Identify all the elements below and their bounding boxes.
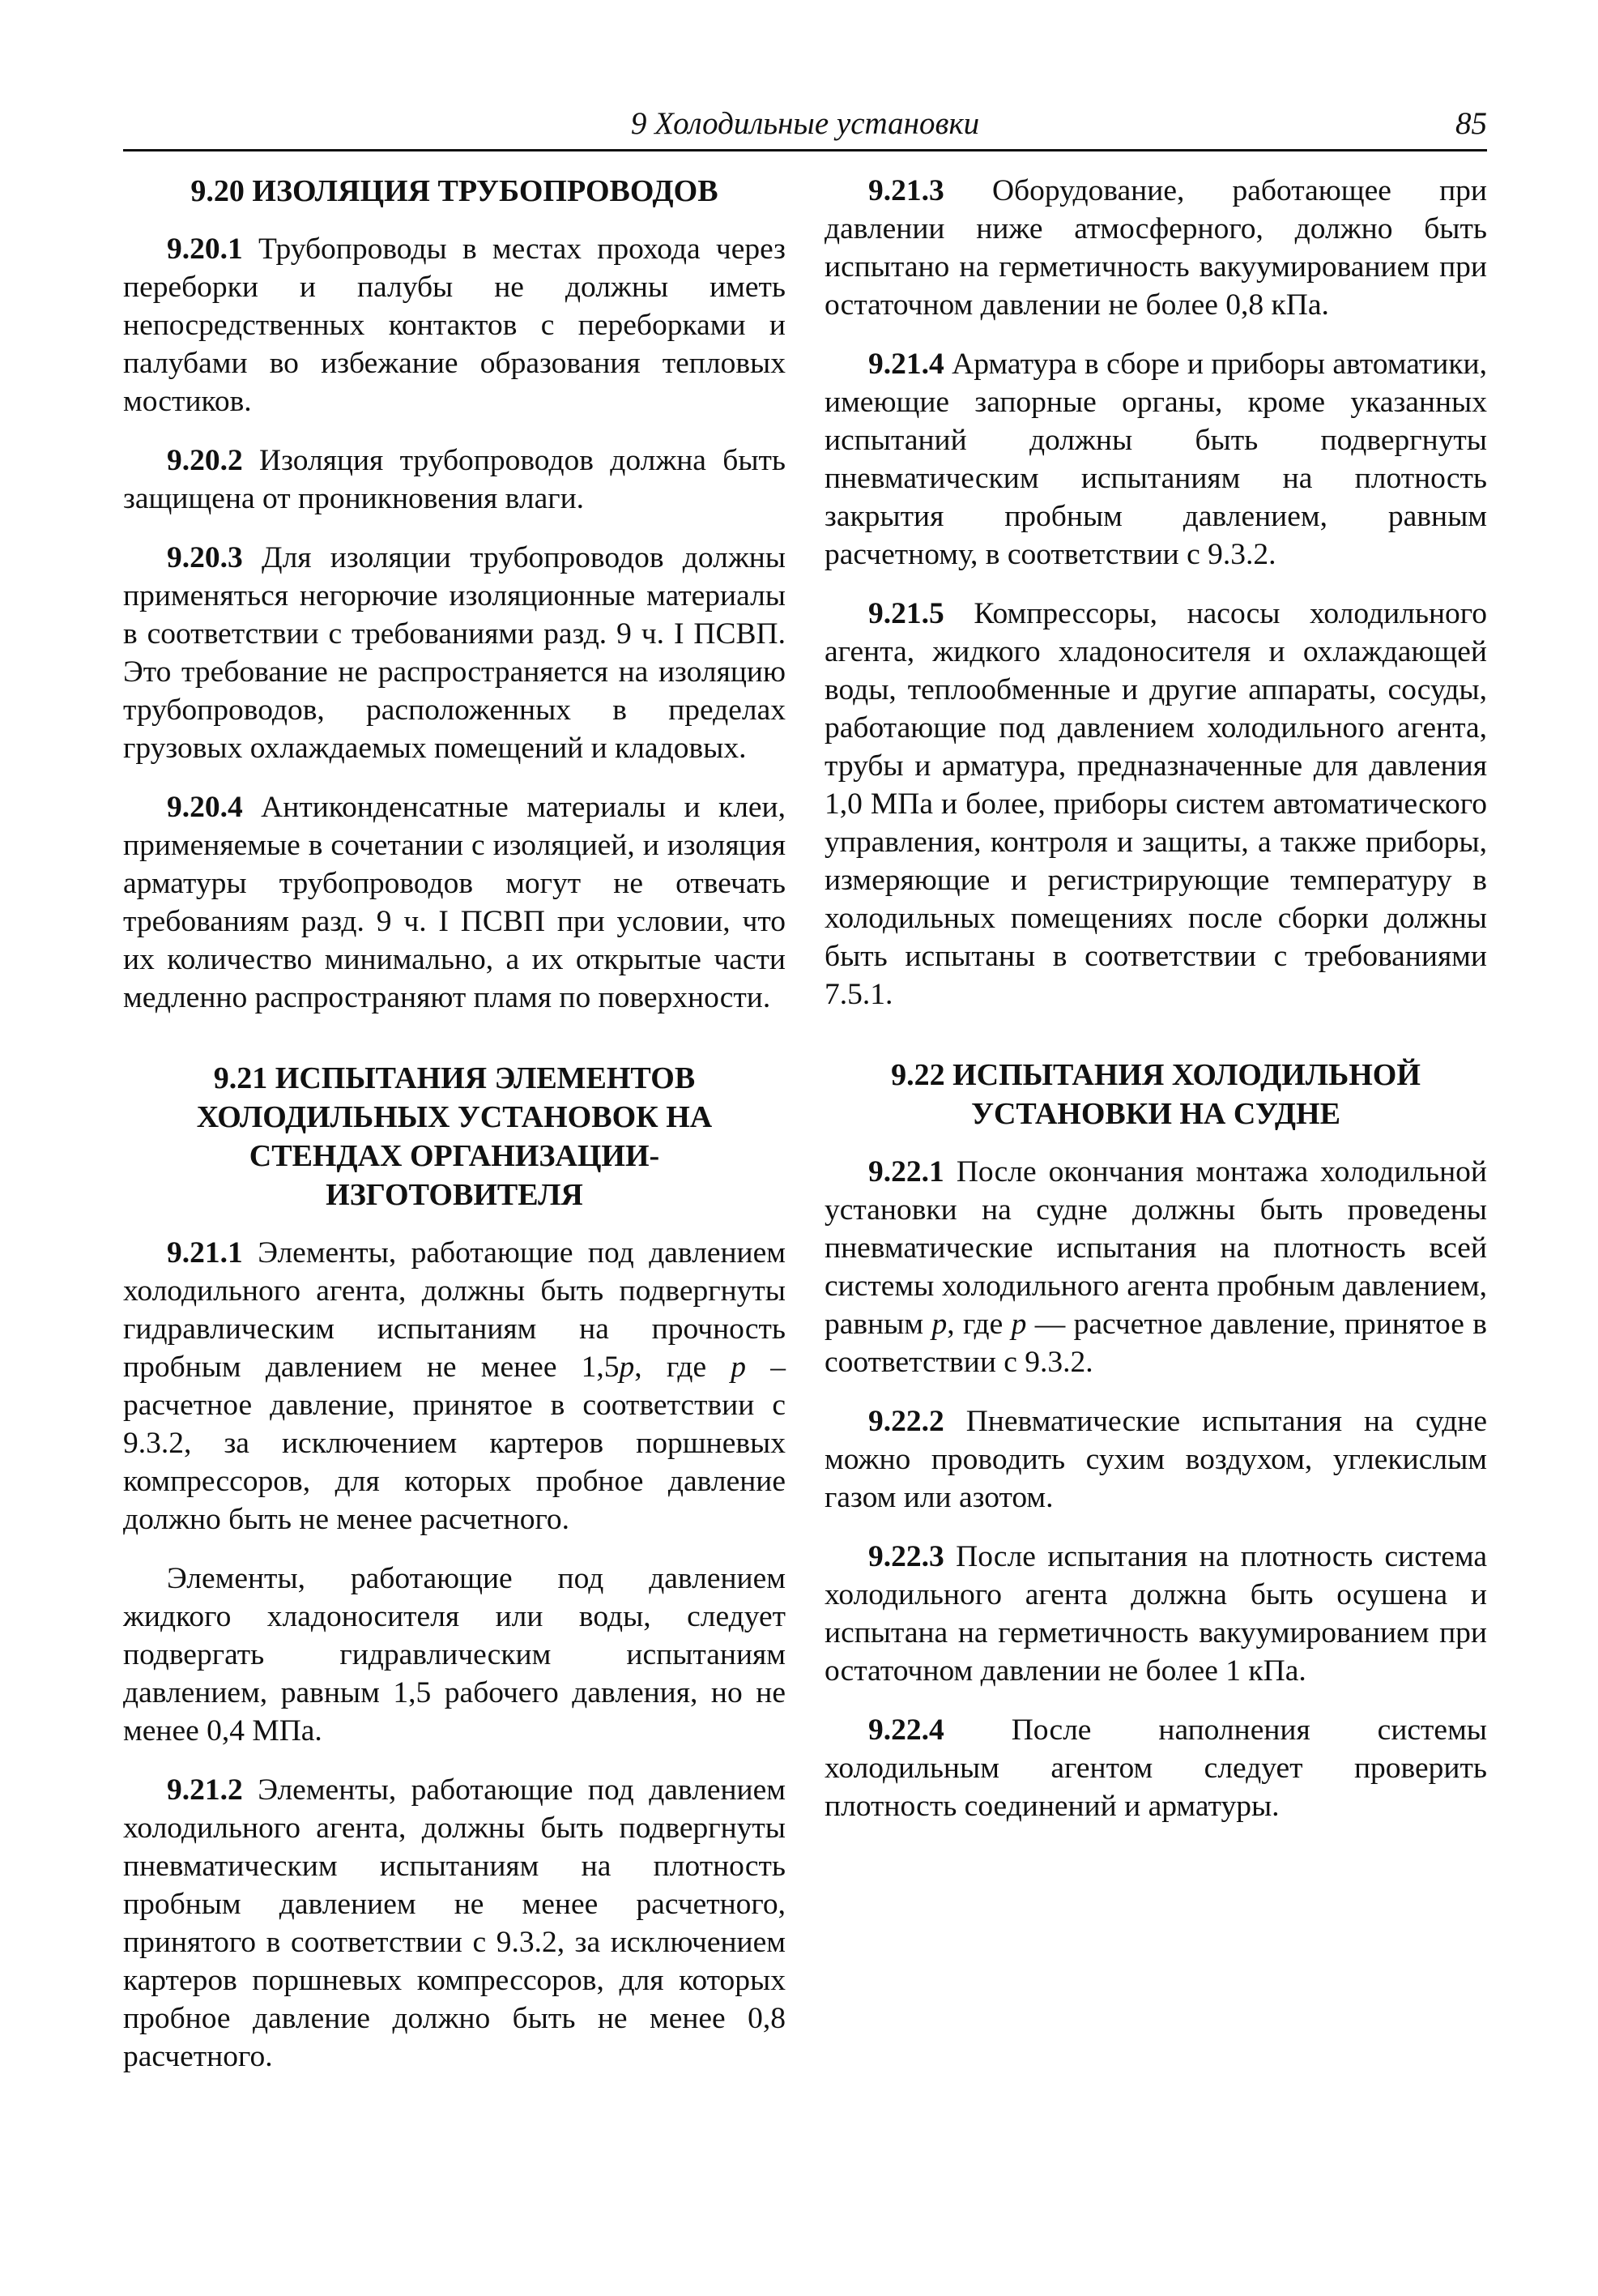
paragraph-9-20-3: [123, 539, 786, 767]
variable-p: p: [731, 1351, 747, 1384]
clause-number: 9.21.4: [868, 348, 944, 381]
section-heading-9-21: 9.21 ИСПЫТАНИЯ ЭЛЕМЕНТОВ ХОЛОДИЛЬНЫХ УСТАНОВОК НА СТЕНДАХ ОРГАНИЗАЦИИ-ИЗГОТОВИТЕЛЯ: [196, 1061, 713, 1212]
clause-text: Элементы, работающие под давлением холодильного агента, должны быть подвергнуты пневматическим испытаниям на плотность пробным давлением не менее расчетного, принятого в соответствии с 9.3.2, за исключением картеров поршневых компрессоров, для которых пробное давление должно быть не менее 0,8 расчетного.: [123, 1773, 786, 2073]
clause-text: Пневматические испытания на судне можно проводить сухим воздухом, углекислым газом или азотом.: [825, 1405, 1487, 1514]
paragraph-9-21-5: [825, 595, 1487, 1014]
paragraph-9-21-4: [825, 345, 1487, 574]
clause-text: Для изоляции трубопроводов должны применяться негорючие изоляционные материалы в соответствии с требованиями разд. 9 ч. I ПСВП. Это требование не распространяется на изоляцию трубопроводов, расположенных в пределах грузовых охлаждаемых помещений и кладовых.: [123, 541, 786, 765]
section-heading-9-22: 9.22 ИСПЫТАНИЯ ХОЛОДИЛЬНОЙ УСТАНОВКИ НА СУДНЕ: [891, 1058, 1421, 1131]
paragraph-9-22-1: [825, 1153, 1487, 1381]
section-heading-9-20: 9.20 ИЗОЛЯЦИЯ ТРУБОПРОВОДОВ: [190, 174, 718, 208]
variable-p: p: [1011, 1308, 1027, 1341]
right-column: [825, 172, 1487, 1846]
clause-text: Изоляция трубопроводов должна быть защищена от проникновения влаги.: [123, 444, 786, 515]
clause-text: Трубопроводы в местах прохода через переборки и палубы не должны иметь непосредственных контактов с переборками и палубами во избежание образования тепловых мостиков.: [123, 233, 786, 418]
paragraph-9-21-1-continued: Элементы, работающие под давлением жидкого хладоносителя или воды, следует подвергать гидравлическим испытаниям давлением, равным 1,5 рабочего давления, но не менее 0,4 МПа.: [123, 1562, 786, 1748]
paragraph-9-22-2: [825, 1402, 1487, 1517]
clause-number: 9.21.3: [868, 174, 944, 207]
clause-number: 9.20.4: [167, 791, 243, 824]
variable-p: p: [931, 1308, 948, 1341]
clause-text: Антиконденсатные материалы и клеи, применяемые в сочетании с изоляцией, и изоляция арматуры трубопроводов могут не отвечать требованиям разд. 9 ч. I ПСВП при условии, что их количество минимально, а их открытые части медленно распространяют пламя по поверхности.: [123, 791, 786, 1014]
paragraph-9-21-2: [123, 1771, 786, 2076]
clause-text: После окончания монтажа холодильной установки на судне должны быть проведены пневматические испытания на плотность всей системы холодильного агента пробным давлением, равным: [825, 1155, 1487, 1341]
clause-number: 9.22.4: [868, 1713, 944, 1747]
paragraph-9-20-1: [123, 230, 786, 420]
clause-text: , где: [634, 1351, 731, 1384]
clause-text: , где: [947, 1308, 1012, 1341]
clause-text: Компрессоры, насосы холодильного агента, жидкого хладоносителя и охлаждающей воды, теплообменные и другие аппараты, сосуды, работающие под давлением холодильного агента, трубы и арматура, предназначенные для давления 1,0 МПа и более, приборы систем автоматического управления, контроля и защиты, а также приборы, измеряющие и регистрирующие температуру в холодильных помещениях после сборки должны быть испытаны в соответствии с требованиями 7.5.1.: [825, 597, 1487, 1011]
paragraph-9-20-2: [123, 442, 786, 518]
clause-text: После наполнения системы холодильным агентом следует проверить плотность соединений и арматуры.: [825, 1713, 1487, 1823]
clause-text: — расчетное давление, принятое в соответствии с 9.3.2.: [825, 1308, 1487, 1379]
paragraph-9-20-4: [123, 788, 786, 1017]
clause-number: 9.20.3: [167, 541, 243, 574]
clause-number: 9.22.3: [868, 1540, 944, 1573]
clause-text: Элементы, работающие под давлением холодильного агента, должны быть подвергнуты гидравлическим испытаниям на прочность пробным давлением не менее 1,5: [123, 1236, 786, 1384]
clause-number: 9.20.1: [167, 233, 243, 266]
clause-number: 9.21.5: [868, 597, 944, 630]
clause-number: 9.20.2: [167, 444, 243, 477]
clause-text: – расчетное давление, принятое в соответствии с 9.3.2, за исключением картеров поршневых компрессоров, для которых пробное давление должно быть не менее расчетного.: [123, 1351, 786, 1536]
clause-text: Арматура в сборе и приборы автоматики, имеющие запорные органы, кроме указанных испытаний должны быть подвергнуты пневматическим испытаниям на плотность закрытия пробным давлением, равным расчетному, в соответствии с 9.3.2.: [825, 348, 1487, 571]
left-column: [123, 172, 786, 2097]
running-header: [123, 104, 1487, 152]
paragraph-9-22-4: [825, 1711, 1487, 1825]
running-title: 9 Холодильные установки: [630, 106, 980, 141]
paragraph-9-22-3: [825, 1538, 1487, 1690]
paragraph-9-21-1: [123, 1234, 786, 1538]
clause-number: 9.21.2: [167, 1773, 243, 1807]
clause-text: После испытания на плотность система холодильного агента должна быть осушена и испытана на герметичность вакуумированием при остаточном давлении не более 1 кПа.: [825, 1540, 1487, 1688]
paragraph-9-21-3: [825, 172, 1487, 324]
clause-text: Оборудование, работающее при давлении ниже атмосферного, должно быть испытано на герметичность вакуумированием при остаточном давлении не более 0,8 кПа.: [825, 174, 1487, 322]
clause-number: 9.22.2: [868, 1405, 944, 1438]
page-number: 85: [1455, 106, 1487, 141]
clause-number: 9.22.1: [868, 1155, 944, 1189]
clause-number: 9.21.1: [167, 1236, 243, 1270]
variable-p: p: [619, 1351, 635, 1384]
